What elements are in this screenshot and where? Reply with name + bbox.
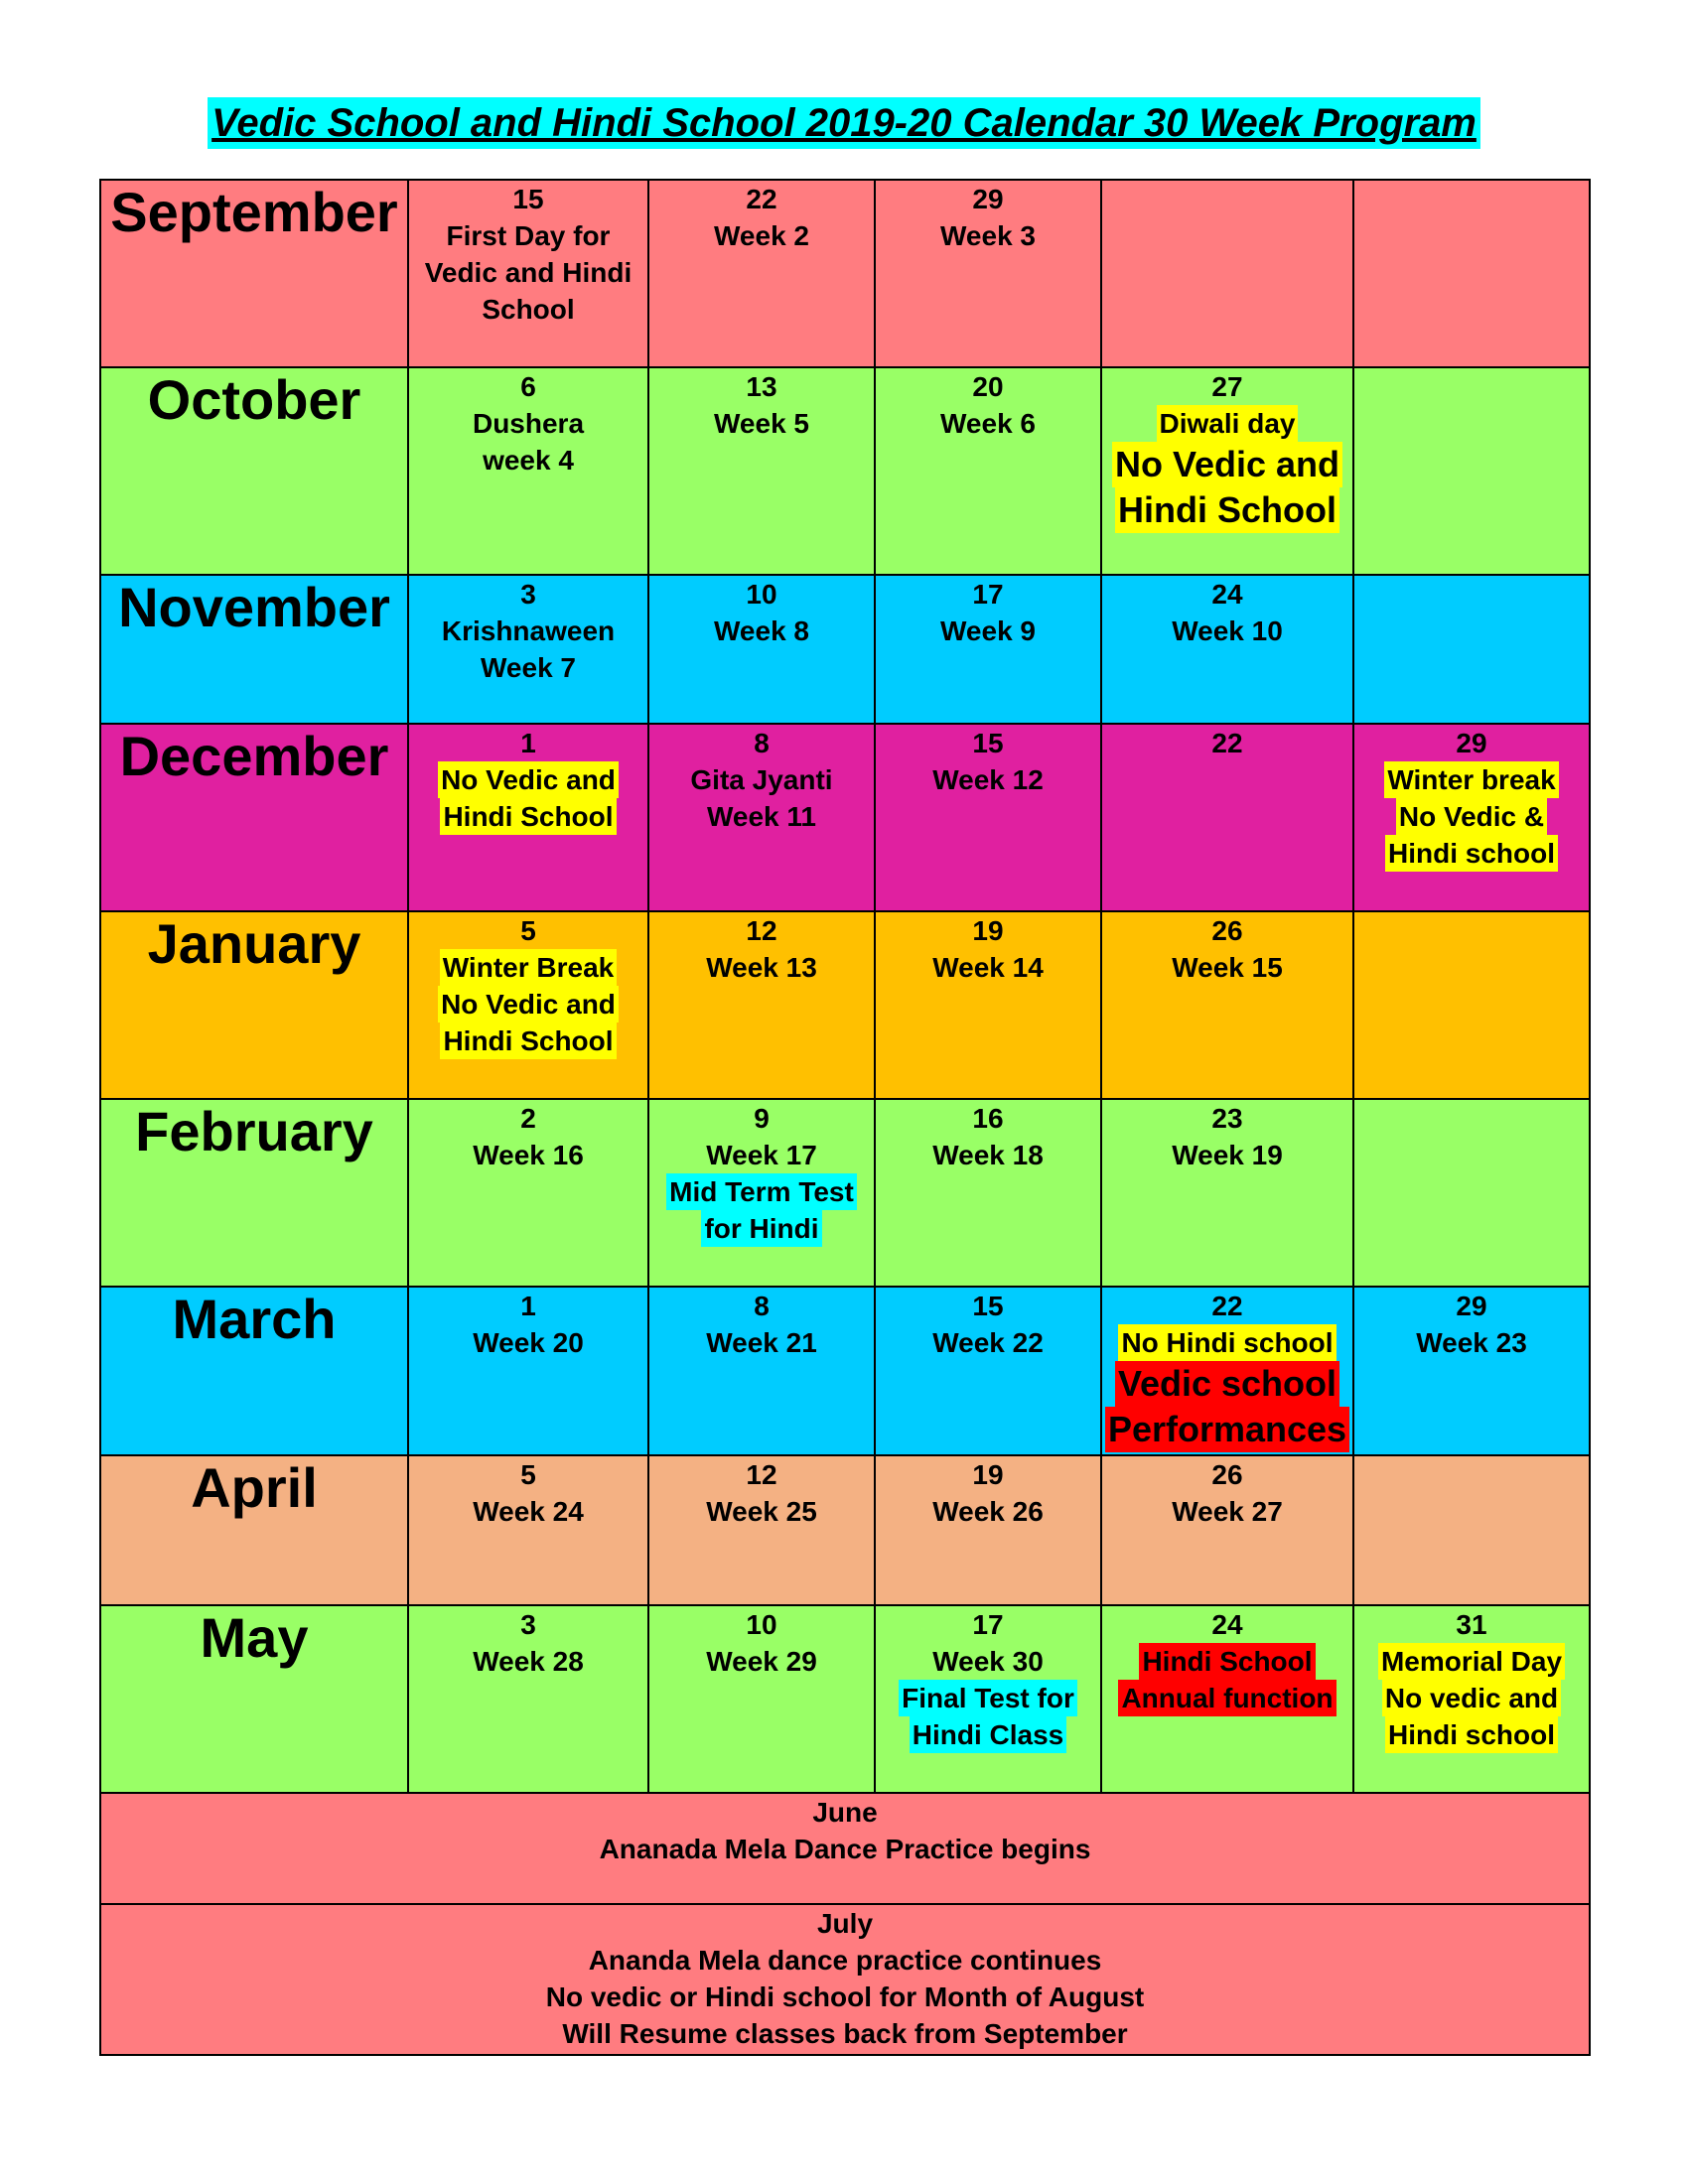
cell-text: 24: [1211, 1609, 1243, 1641]
cell-line: [1102, 1407, 1352, 1452]
cell-line: [1354, 835, 1589, 872]
cell-text: 29: [1456, 728, 1487, 759]
date-number: [876, 1288, 1100, 1324]
cell-text: Week 13: [706, 952, 817, 984]
highlighted-text: Winter Break: [440, 949, 617, 986]
cell-text: 26: [1211, 1459, 1243, 1491]
calendar-cell: [1101, 575, 1353, 725]
cell-text: 29: [972, 184, 1004, 214]
date-number: [1102, 1606, 1352, 1643]
cell-line: [876, 761, 1100, 798]
cell-line: [876, 949, 1100, 986]
month-row-november: [100, 575, 1590, 725]
cell-text: Week 27: [1172, 1496, 1283, 1528]
date-number: [649, 1288, 874, 1324]
cell-line: [876, 1324, 1100, 1361]
cell-line: [649, 1324, 874, 1361]
date-number: [409, 181, 647, 217]
cell-line: [409, 1023, 647, 1059]
empty-cell: [1353, 1099, 1590, 1287]
cell-line: [649, 1137, 874, 1173]
cell-text: 15: [972, 1290, 1004, 1321]
cell-line: [409, 949, 647, 986]
note-line: Ananda Mela dance practice continues: [588, 1945, 1102, 1977]
highlighted-text: Hindi school: [1385, 835, 1558, 872]
cell-text: 19: [972, 915, 1004, 947]
date-number: [409, 912, 647, 949]
cell-line: [409, 1493, 647, 1530]
date-number: [1354, 1606, 1589, 1643]
cell-line: [1102, 1324, 1352, 1361]
cell-line: [649, 761, 874, 798]
cell-text: 26: [1211, 915, 1243, 947]
cell-text: 17: [972, 578, 1004, 610]
cell-line: [649, 1210, 874, 1247]
calendar-cell: [1101, 911, 1353, 1099]
highlighted-text: Hindi School: [1139, 1643, 1315, 1680]
date-number: [649, 1456, 874, 1493]
cell-line: [1102, 1137, 1352, 1173]
cell-line: [649, 613, 874, 649]
cell-text: Week 29: [706, 1646, 817, 1678]
highlighted-text: Hindi school: [1385, 1716, 1558, 1753]
cell-line: [1102, 1493, 1352, 1530]
month-name: May: [100, 1605, 408, 1793]
month-name: February: [100, 1099, 408, 1287]
cell-text: Week 14: [932, 952, 1044, 984]
cell-text: 15: [512, 184, 544, 214]
cell-line: [876, 217, 1100, 254]
cell-text: 8: [754, 1290, 770, 1321]
cell-text: 23: [1211, 1102, 1243, 1134]
date-number: [1102, 912, 1352, 949]
cell-line: [1354, 1324, 1589, 1361]
cell-text: Week 11: [706, 801, 817, 833]
calendar-cell: [648, 575, 875, 725]
cell-line: [1102, 1361, 1352, 1407]
cell-text: Week 5: [714, 407, 809, 439]
cell-text: Week 18: [932, 1139, 1044, 1170]
cell-text: Week 9: [940, 614, 1036, 646]
date-number: [876, 576, 1100, 613]
cell-text: Week 24: [473, 1496, 584, 1528]
cell-text: 24: [1211, 578, 1243, 610]
calendar-cell: [648, 367, 875, 575]
month-name: April: [100, 1455, 408, 1605]
cell-text: 29: [1456, 1290, 1487, 1321]
month-row-december: [100, 724, 1590, 911]
highlighted-text: Annual function: [1118, 1680, 1336, 1716]
cell-text: Krishnaween: [441, 614, 616, 646]
cell-text: 3: [520, 1609, 536, 1641]
cell-line: [409, 761, 647, 798]
cell-text: 9: [754, 1102, 770, 1134]
cell-text: Vedic and Hindi: [424, 257, 633, 288]
cell-line: [409, 798, 647, 835]
calendar-cell: [875, 1455, 1101, 1605]
cell-line: [409, 1643, 647, 1680]
calendar-cell: [408, 724, 648, 911]
cell-text: 17: [972, 1609, 1004, 1641]
month-row-october: [100, 367, 1590, 575]
cell-line: [409, 986, 647, 1023]
cell-text: 10: [746, 1609, 777, 1641]
highlighted-text: Vedic school: [1115, 1361, 1339, 1407]
cell-line: [409, 254, 647, 291]
cell-line: [1102, 442, 1352, 487]
cell-line: [1102, 949, 1352, 986]
cell-text: Week 17: [706, 1139, 817, 1170]
calendar-cell: [875, 180, 1101, 367]
cell-text: 19: [972, 1459, 1004, 1491]
highlighted-text: No Vedic and: [1112, 442, 1342, 487]
cell-text: 8: [754, 728, 770, 759]
date-number: [876, 1456, 1100, 1493]
cell-text: Week 28: [473, 1646, 584, 1678]
cell-text: 3: [520, 578, 536, 610]
cell-text: 2: [520, 1102, 536, 1134]
cell-line: [1102, 405, 1352, 442]
empty-cell: [1353, 911, 1590, 1099]
page-title: Vedic School and Hindi School 2019-20 Calendar 30 Week Program: [208, 97, 1480, 149]
cell-text: 13: [746, 370, 777, 402]
cell-text: Week 15: [1172, 952, 1283, 984]
cell-line: [876, 1643, 1100, 1680]
cell-line: [649, 798, 874, 835]
calendar-cell: [1101, 1605, 1353, 1793]
highlighted-text: Hindi Class: [910, 1716, 1066, 1753]
note-row: [100, 1793, 1590, 1904]
calendar-cell: [408, 1455, 648, 1605]
cell-line: [1102, 487, 1352, 533]
cell-line: [409, 613, 647, 649]
date-number: [1354, 1288, 1589, 1324]
calendar-cell: [1101, 1455, 1353, 1605]
month-row-february: [100, 1099, 1590, 1287]
cell-line: [649, 405, 874, 442]
cell-text: week 4: [483, 444, 574, 476]
calendar-cell: [875, 1287, 1101, 1456]
date-number: [876, 181, 1100, 217]
note-line: Will Resume classes back from September: [562, 2018, 1128, 2050]
month-name: March: [100, 1287, 408, 1456]
cell-text: Week 30: [932, 1646, 1044, 1678]
cell-text: 1: [520, 728, 536, 759]
cell-line: [1354, 1716, 1589, 1753]
date-number: [409, 1456, 647, 1493]
cell-line: [1102, 613, 1352, 649]
date-number: [409, 1288, 647, 1324]
date-number: [876, 368, 1100, 405]
date-number: [1102, 576, 1352, 613]
calendar-cell: [1101, 1287, 1353, 1456]
cell-text: 15: [972, 728, 1004, 759]
cell-line: [409, 291, 647, 328]
cell-line: [876, 1716, 1100, 1753]
empty-cell: [1353, 575, 1590, 725]
month-row-april: [100, 1455, 1590, 1605]
date-number: [409, 576, 647, 613]
highlighted-text: Hindi School: [1115, 487, 1339, 533]
date-number: [876, 1100, 1100, 1137]
highlighted-text: for Hindi: [701, 1210, 821, 1247]
cell-line: [876, 613, 1100, 649]
cell-line: [1354, 1680, 1589, 1716]
note-cell: [100, 1904, 1590, 2055]
empty-cell: [1353, 367, 1590, 575]
note-heading: July: [816, 1908, 874, 1940]
calendar-cell: [408, 180, 648, 367]
cell-text: 27: [1211, 370, 1243, 402]
date-number: [409, 1100, 647, 1137]
date-number: [1102, 1100, 1352, 1137]
calendar-cell: [408, 1605, 648, 1793]
note-row: [100, 1904, 1590, 2055]
cell-text: Week 6: [940, 407, 1036, 439]
calendar-cell: [648, 911, 875, 1099]
calendar-cell: [648, 180, 875, 367]
cell-text: 5: [520, 1459, 536, 1491]
highlighted-text: Performances: [1105, 1407, 1349, 1452]
empty-cell: [1101, 180, 1353, 367]
calendar-table: [99, 179, 1591, 2056]
calendar-cell: [1353, 1605, 1590, 1793]
cell-text: 5: [520, 915, 536, 947]
cell-text: School: [482, 294, 575, 325]
cell-text: 22: [746, 184, 777, 214]
highlighted-text: Hindi School: [440, 798, 616, 835]
highlighted-text: Diwali day: [1157, 405, 1299, 442]
cell-line: [649, 1173, 874, 1210]
cell-line: [876, 1137, 1100, 1173]
cell-line: [876, 1680, 1100, 1716]
date-number: [409, 1606, 647, 1643]
calendar-cell: [875, 1605, 1101, 1793]
date-number: [649, 368, 874, 405]
highlighted-text: No Vedic &: [1396, 798, 1547, 835]
cell-text: Week 16: [473, 1139, 584, 1170]
month-row-may: [100, 1605, 1590, 1793]
cell-line: [1102, 1680, 1352, 1716]
highlighted-text: No Vedic and: [438, 761, 619, 798]
cell-line: [1354, 798, 1589, 835]
cell-text: Week 10: [1172, 614, 1283, 646]
date-number: [1102, 1456, 1352, 1493]
month-name: December: [100, 724, 408, 911]
cell-line: [1102, 1643, 1352, 1680]
cell-line: [649, 1643, 874, 1680]
date-number: [409, 368, 647, 405]
title-wrap: [0, 97, 1688, 149]
calendar-cell: [408, 575, 648, 725]
calendar-cell: [648, 1455, 875, 1605]
date-number: [1102, 1288, 1352, 1324]
calendar-cell: [648, 724, 875, 911]
month-name: November: [100, 575, 408, 725]
date-number: [1102, 725, 1352, 761]
cell-text: Dushera: [472, 407, 585, 439]
highlighted-text: Final Test for: [899, 1680, 1077, 1716]
date-number: [649, 576, 874, 613]
cell-text: Week 26: [932, 1496, 1044, 1528]
cell-text: 6: [520, 370, 536, 402]
cell-text: Week 25: [706, 1496, 817, 1528]
note-cell: [100, 1793, 1590, 1904]
highlighted-text: Winter break: [1384, 761, 1558, 798]
month-row-march: [100, 1287, 1590, 1456]
month-name: September: [100, 180, 408, 367]
calendar-cell: [648, 1287, 875, 1456]
note-heading: June: [812, 1796, 878, 1828]
date-number: [876, 1606, 1100, 1643]
cell-line: [649, 217, 874, 254]
month-row-september: [100, 180, 1590, 367]
calendar-cell: [1101, 367, 1353, 575]
note-line: Ananada Mela Dance Practice begins: [599, 1833, 1091, 1864]
calendar-cell: [408, 1287, 648, 1456]
calendar-body: [100, 180, 1590, 2055]
cell-text: 22: [1211, 1290, 1243, 1321]
cell-text: First Day for: [446, 220, 611, 251]
calendar-cell: [408, 1099, 648, 1287]
date-number: [876, 912, 1100, 949]
calendar-cell: [1353, 724, 1590, 911]
cell-line: [649, 949, 874, 986]
cell-line: [409, 217, 647, 254]
cell-text: 31: [1456, 1609, 1487, 1641]
empty-cell: [1353, 180, 1590, 367]
cell-line: [876, 1493, 1100, 1530]
calendar-cell: [1353, 1287, 1590, 1456]
date-number: [649, 912, 874, 949]
calendar-cell: [875, 1099, 1101, 1287]
cell-text: Gita Jyanti: [690, 764, 833, 796]
month-name: January: [100, 911, 408, 1099]
cell-text: Week 7: [481, 651, 576, 683]
calendar-cell: [648, 1605, 875, 1793]
calendar-cell: [875, 575, 1101, 725]
cell-text: Week 22: [932, 1326, 1044, 1358]
cell-text: Week 3: [940, 220, 1036, 251]
cell-text: Week 20: [473, 1326, 584, 1358]
date-number: [649, 1606, 874, 1643]
cell-text: 1: [520, 1290, 536, 1321]
cell-text: 12: [746, 915, 777, 947]
cell-line: [409, 405, 647, 442]
note-line: No vedic or Hindi school for Month of August: [545, 1981, 1145, 2013]
calendar-cell: [408, 911, 648, 1099]
cell-line: [1354, 761, 1589, 798]
month-row-january: [100, 911, 1590, 1099]
date-number: [876, 725, 1100, 761]
cell-text: 12: [746, 1459, 777, 1491]
calendar-cell: [408, 367, 648, 575]
date-number: [649, 1100, 874, 1137]
cell-line: [649, 1493, 874, 1530]
date-number: [649, 181, 874, 217]
highlighted-text: No Hindi school: [1118, 1324, 1336, 1361]
calendar-cell: [875, 724, 1101, 911]
cell-text: 22: [1211, 728, 1243, 759]
cell-text: 16: [972, 1102, 1004, 1134]
cell-text: 20: [972, 370, 1004, 402]
cell-line: [1354, 1643, 1589, 1680]
calendar-cell: [875, 911, 1101, 1099]
date-number: [1102, 368, 1352, 405]
cell-text: Week 19: [1172, 1139, 1283, 1170]
cell-text: Week 12: [932, 764, 1044, 796]
date-number: [1354, 725, 1589, 761]
highlighted-text: No Vedic and: [438, 986, 619, 1023]
cell-text: Week 23: [1416, 1326, 1527, 1358]
cell-line: [409, 1324, 647, 1361]
cell-text: Week 8: [714, 614, 809, 646]
cell-text: Week 21: [706, 1326, 817, 1358]
cell-line: [409, 1137, 647, 1173]
empty-cell: [1353, 1455, 1590, 1605]
cell-line: [409, 442, 647, 478]
cell-line: [409, 649, 647, 686]
highlighted-text: Memorial Day: [1378, 1643, 1565, 1680]
cell-line: [876, 405, 1100, 442]
highlighted-text: Hindi School: [440, 1023, 616, 1059]
date-number: [649, 725, 874, 761]
calendar-cell: [875, 367, 1101, 575]
month-name: October: [100, 367, 408, 575]
highlighted-text: No vedic and: [1382, 1680, 1561, 1716]
highlighted-text: Mid Term Test: [666, 1173, 857, 1210]
cell-text: Week 2: [714, 220, 809, 251]
date-number: [409, 725, 647, 761]
calendar-cell: [1101, 724, 1353, 911]
cell-text: 10: [746, 578, 777, 610]
calendar-cell: [1101, 1099, 1353, 1287]
calendar-cell: [648, 1099, 875, 1287]
